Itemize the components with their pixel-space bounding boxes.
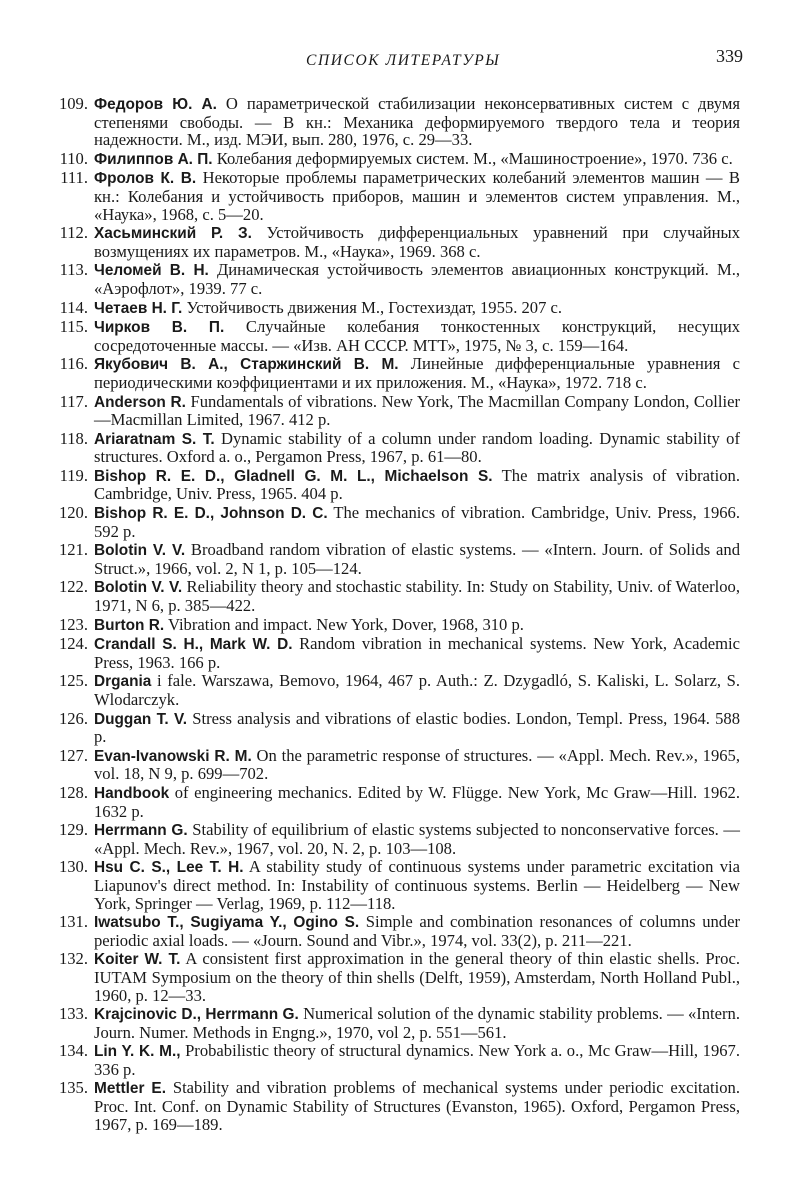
reference-number: 110. xyxy=(59,148,88,168)
reference-authors: Herrmann G. xyxy=(94,822,188,840)
reference-text: Линейные дифференциальные уравнения с периодическими коэффициентами и их приложения. М., «Наука», 1972. 718 с. xyxy=(94,354,741,392)
reference-authors: Фролов К. В. xyxy=(94,170,197,188)
reference-text: Stress analysis and vibrations of elastic bodies. London, Templ. Press, 1964. 588 p. xyxy=(94,708,740,747)
reference-text: Stability and vibration problems of mechanical systems under periodic excitation. Proc. Int. Conf. on Dynamic Stability of Structures (Evanston, 1965). Oxford, Pergamon Press, 1967, p. 169—189. xyxy=(94,1078,740,1134)
reference-entry xyxy=(50,1042,740,1078)
reference-text: A consistent first approximation in the general theory of thin elastic shells. Proc. IUTAM Symposium on the theory of thin shells (Delft, 1959), Amsterdam, North Holland Publ., 1960, p. 12—33. xyxy=(94,949,740,1005)
reference-text: Устойчивость движения М., Гостехиздат, 1955. 207 с. xyxy=(182,297,563,317)
reference-text: Probabilistic theory of structural dynamics. New York a. o., Mc Graw—Hill, 1967. 336 p. xyxy=(94,1041,740,1079)
reference-entry xyxy=(50,504,740,540)
reference-text: Fundamentals of vibrations. New York, The Macmillan Company London, Collier—Macmillan Limited, 1967. 412 p. xyxy=(94,391,740,430)
reference-authors: Burton R. xyxy=(94,616,165,634)
reference-number: 128. xyxy=(58,782,88,802)
reference-text: Устойчивость дифференциальных уравнений при случайных возмущениях их параметров. М., «Наука», 1969. 368 с. xyxy=(94,223,740,261)
reference-entry xyxy=(50,150,740,169)
reference-text: A stability study of continuous systems under parametric excitation via Liapunov's direct method. In: Instability of continuous systems. Berlin — Heidelberg — New York, Springer — Verlag, 1969, p. 112—118. xyxy=(94,857,740,913)
reference-number: 131. xyxy=(58,912,88,932)
reference-number: 121. xyxy=(58,540,88,560)
reference-text: Random vibration in mechanical systems. New York, Academic Press, 1963. 166 p. xyxy=(94,634,740,672)
reference-number: 112. xyxy=(59,223,88,243)
reference-entry xyxy=(50,224,740,260)
reference-list xyxy=(50,95,740,1134)
reference-authors: Филиппов А. П. xyxy=(94,150,213,168)
reference-number: 115. xyxy=(59,317,88,337)
reference-entry xyxy=(50,169,740,223)
reference-entry xyxy=(50,318,740,354)
reference-text: Numerical solution of the dynamic stability problems. — «Intern. Journ. Numer. Methods in Engng.», 1970, vol 2, p. 551—561. xyxy=(94,1004,741,1042)
reference-authors: Drgania xyxy=(94,673,152,691)
reference-authors: Якубович В. А., Старжинский В. М. xyxy=(94,356,399,374)
reference-authors: Handbook xyxy=(94,784,170,802)
reference-text: The matrix analysis of vibration. Cambridge, Univ. Press, 1965. 404 p. xyxy=(94,465,740,504)
reference-number: 134. xyxy=(58,1041,88,1061)
running-title: СПИСОК ЛИТЕРАТУРЫ xyxy=(306,52,501,69)
reference-text: Reliability theory and stochastic stability. In: Study on Stability, Univ. of Waterloo, 1971, N 6, p. 385—422. xyxy=(94,577,740,616)
reference-authors: Bishop R. E. D., Gladnell G. M. L., Michaelson S. xyxy=(94,467,493,485)
reference-number: 124. xyxy=(58,634,88,654)
reference-text: Stability of equilibrium of elastic systems subjected to nonconservative forces. — «Appl. Mech. Rev.», 1967, vol. 20, N. 2, p. 103—108. xyxy=(94,820,740,858)
reference-number: 122. xyxy=(58,577,88,597)
reference-authors: Lin Y. K. M., xyxy=(94,1043,181,1061)
reference-entry xyxy=(50,355,740,391)
reference-number: 113. xyxy=(59,260,88,280)
reference-entry xyxy=(50,710,740,746)
reference-text: The mechanics of vibration. Cambridge, Univ. Press, 1966. 592 p. xyxy=(94,503,740,541)
reference-number: 126. xyxy=(58,708,88,728)
reference-authors: Bishop R. E. D., Johnson D. C. xyxy=(94,505,328,523)
reference-entry xyxy=(50,747,740,783)
reference-authors: Bolotin V. V. xyxy=(94,542,186,560)
reference-authors: Evan-Ivanowski R. M. xyxy=(94,747,252,765)
page-header xyxy=(0,46,796,76)
reference-number: 123. xyxy=(58,614,88,634)
reference-entry xyxy=(50,616,740,635)
reference-entry xyxy=(50,467,740,503)
reference-authors: Челомей В. Н. xyxy=(94,262,209,280)
reference-authors: Четаев Н. Г. xyxy=(94,299,183,317)
reference-authors: Crandall S. H., Mark W. D. xyxy=(94,636,293,654)
page-number: 339 xyxy=(716,46,743,66)
reference-authors: Ariaratnam S. T. xyxy=(94,430,215,448)
reference-authors: Koiter W. T. xyxy=(94,951,181,969)
reference-number: 125. xyxy=(58,671,88,691)
reference-number: 132. xyxy=(58,949,88,969)
reference-text: of engineering mechanics. Edited by W. Flügge. New York, Mc Graw—Hill. 1962. 1632 p. xyxy=(94,782,740,821)
reference-authors: Hsu C. S., Lee T. H. xyxy=(94,859,244,877)
reference-entry xyxy=(50,784,740,820)
reference-number: 120. xyxy=(58,503,88,523)
reference-entry xyxy=(50,950,740,1004)
reference-text: Некоторые проблемы параметрических колебаний элементов машин — В кн.: Колебания и устойчивость приборов, машин и элементов систем управления. М., «Наука», 1968, с. 5—20. xyxy=(94,168,740,224)
reference-authors: Iwatsubo T., Sugiyama Y., Ogino S. xyxy=(94,914,360,932)
reference-number: 130. xyxy=(58,857,88,877)
reference-text: Динамическая устойчивость элементов авиационных конструкций. М., «Аэрофлот», 1939. 77 с. xyxy=(94,260,740,298)
reference-authors: Чирков В. П. xyxy=(94,319,225,337)
reference-text: On the parametric response of structures. — «Appl. Mech. Rev.», 1965, vol. 18, N 9, p. 699—702. xyxy=(94,745,741,784)
reference-text: О параметрической стабилизации неконсервативных систем с двумя степенями свободы. — В кн.: Механика деформируемого твердого тела и теория надежности. М., изд. МЭИ, вып. 280, 1976, с. 29—33. xyxy=(94,94,740,150)
reference-entry xyxy=(50,1079,740,1133)
reference-number: 133. xyxy=(58,1004,88,1024)
reference-text: i fale. Warszawa, Bemovo, 1964, 467 p. Auth.: Z. Dzygadló, S. Kaliski, L. Solarz, S. Wlodarczyk. xyxy=(94,671,740,709)
reference-number: 117. xyxy=(59,391,88,411)
reference-entry xyxy=(50,299,740,318)
reference-number: 116. xyxy=(59,354,88,374)
reference-text: Dynamic stability of a column under random loading. Dynamic stability of structures. Oxford a. o., Pergamon Press, 1967, p. 61—80. xyxy=(94,428,740,467)
reference-text: Колебания деформируемых систем. М., «Машиностроение», 1970. 736 с. xyxy=(212,148,733,168)
reference-text: Случайные колебания тонкостенных конструкций, несущих сосредоточенные массы. — «Изв. АН СССР. МТТ», 1975, № 3, с. 159—164. xyxy=(94,317,740,355)
reference-entry xyxy=(50,672,740,708)
reference-text: Simple and combination resonances of columns under periodic axial loads. — «Journ. Sound and Vibr.», 1974, vol. 33(2), p. 211—221. xyxy=(94,912,740,950)
reference-authors: Bolotin V. V. xyxy=(94,579,183,597)
reference-authors: Duggan T. V. xyxy=(94,710,188,728)
reference-entry xyxy=(50,1005,740,1041)
reference-entry xyxy=(50,578,740,614)
reference-entry xyxy=(50,541,740,577)
reference-authors: Anderson R. xyxy=(94,393,186,411)
reference-number: 118. xyxy=(59,428,88,448)
reference-entry xyxy=(50,393,740,429)
reference-number: 127. xyxy=(58,745,88,765)
reference-entry xyxy=(50,821,740,857)
reference-authors: Хасьминский Р. З. xyxy=(94,225,252,243)
reference-text: Broadband random vibration of elastic systems. — «Intern. Journ. of Solids and Struct.», 1966, vol. 2, N 1, p. 105—124. xyxy=(94,540,740,578)
reference-entry xyxy=(50,858,740,912)
reference-entry xyxy=(50,430,740,466)
reference-number: 109. xyxy=(58,94,88,113)
reference-number: 111. xyxy=(60,168,88,188)
reference-authors: Федоров Ю. А. xyxy=(94,96,217,113)
reference-number: 114. xyxy=(59,297,88,317)
reference-number: 119. xyxy=(59,465,88,485)
reference-number: 135. xyxy=(58,1078,88,1098)
reference-entry xyxy=(50,635,740,671)
reference-entry xyxy=(50,95,740,149)
reference-entry xyxy=(50,261,740,297)
reference-text: Vibration and impact. New York, Dover, 1968, 310 p. xyxy=(164,614,524,634)
reference-authors: Krajcinovic D., Herrmann G. xyxy=(94,1006,299,1024)
reference-number: 129. xyxy=(58,820,88,840)
reference-authors: Mettler E. xyxy=(94,1080,166,1098)
reference-entry xyxy=(50,913,740,949)
